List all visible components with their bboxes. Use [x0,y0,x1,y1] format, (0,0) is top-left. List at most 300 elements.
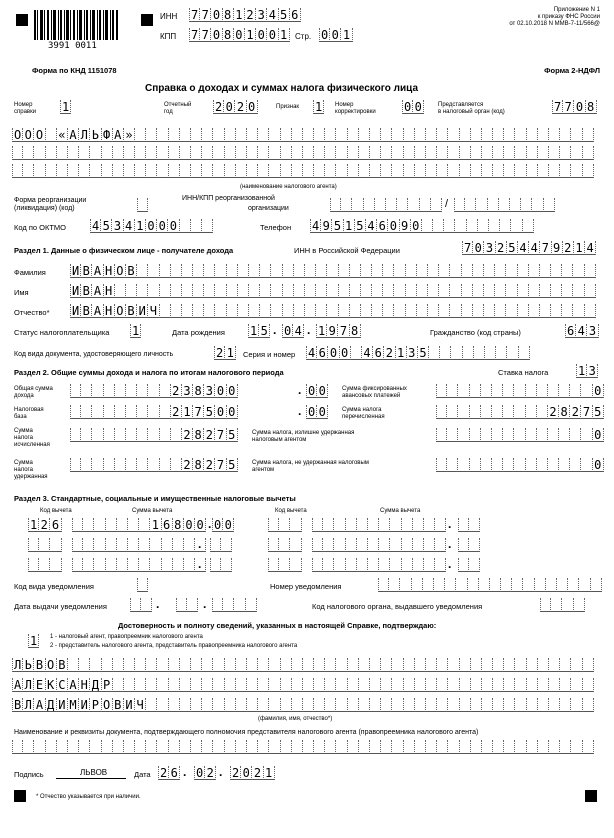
char-cell[interactable] [521,198,532,212]
birth-month-cells[interactable] [282,324,304,338]
char-cell[interactable] [470,458,481,472]
char-cell[interactable]: 5 [355,219,366,233]
char-cell[interactable]: 1 [29,518,38,532]
char-cell[interactable] [492,428,503,442]
char-cell[interactable] [495,264,506,278]
char-cell[interactable] [269,658,280,672]
char-cell[interactable]: 9 [321,219,332,233]
char-cell[interactable]: В [113,698,124,712]
char-cell[interactable] [334,558,345,572]
char-cell[interactable]: Н [79,678,90,692]
char-cell[interactable]: 3 [204,384,215,398]
char-cell[interactable] [348,164,359,178]
char-cell[interactable] [135,740,146,754]
char-cell[interactable] [126,284,137,298]
char-cell[interactable]: 4 [362,346,373,360]
char-cell[interactable] [406,284,417,298]
char-cell[interactable] [469,558,480,572]
char-cell[interactable]: 8 [193,384,204,398]
char-cell[interactable] [493,698,504,712]
char-cell[interactable] [258,146,269,160]
char-cell[interactable] [450,284,461,298]
char-cell[interactable]: 7 [338,324,349,338]
char-cell[interactable] [106,518,117,532]
char-cell[interactable]: 3 [112,219,123,233]
char-cell[interactable]: Д [90,678,101,692]
char-cell[interactable]: 1 [225,346,236,360]
base-int-cells[interactable] [70,405,238,419]
char-cell[interactable]: 6 [50,518,61,532]
char-cell[interactable]: 2 [384,346,395,360]
char-cell[interactable] [359,658,370,672]
char-cell[interactable]: 0 [195,518,206,532]
char-cell[interactable] [90,658,101,672]
char-cell[interactable] [535,578,546,592]
char-cell[interactable] [469,538,480,552]
char-cell[interactable] [504,678,515,692]
char-cell[interactable] [448,164,459,178]
char-cell[interactable] [314,658,325,672]
char-cell[interactable] [191,658,202,672]
char-cell[interactable] [495,284,506,298]
name-cells[interactable] [70,284,596,298]
char-cell[interactable] [160,405,171,419]
char-cell[interactable] [370,128,381,142]
char-cell[interactable] [451,346,462,360]
char-cell[interactable]: 8 [223,28,234,42]
char-cell[interactable]: 1 [249,324,258,338]
char-cell[interactable] [549,740,560,754]
char-cell[interactable] [426,146,437,160]
char-cell[interactable] [139,538,150,552]
char-cell[interactable] [210,538,221,552]
char-cell[interactable] [180,698,191,712]
char-cell[interactable] [50,558,61,572]
char-cell[interactable] [202,698,213,712]
char-cell[interactable] [102,658,113,672]
char-cell[interactable] [514,384,525,398]
char-cell[interactable] [581,428,592,442]
char-cell[interactable] [515,740,526,754]
char-cell[interactable]: 7 [563,100,574,114]
char-cell[interactable] [538,146,549,160]
char-cell[interactable] [336,128,347,142]
year-cells[interactable] [213,100,258,114]
char-cell[interactable]: 0 [388,219,399,233]
deduction-sum-int-cells-1[interactable] [72,518,206,532]
char-cell[interactable] [141,598,152,612]
char-cell[interactable] [571,128,582,142]
char-cell[interactable] [348,128,359,142]
char-cell[interactable] [148,264,159,278]
transferred-cells[interactable] [436,405,604,419]
char-cell[interactable] [504,146,515,160]
char-cell[interactable] [68,658,79,672]
char-cell[interactable]: Д [46,698,57,712]
char-cell[interactable]: 8 [173,518,184,532]
char-cell[interactable]: 8 [350,324,361,338]
char-cell[interactable] [169,164,180,178]
char-cell[interactable] [213,740,224,754]
char-cell[interactable] [381,658,392,672]
char-cell[interactable] [370,698,381,712]
char-cell[interactable] [171,264,182,278]
char-cell[interactable] [334,518,345,532]
char-cell[interactable]: И [124,698,135,712]
char-cell[interactable] [514,458,525,472]
char-cell[interactable] [247,678,258,692]
char-cell[interactable] [511,219,522,233]
char-cell[interactable] [305,304,316,318]
char-cell[interactable] [570,458,581,472]
base-frac-cells[interactable] [306,405,328,419]
char-cell[interactable]: 1 [234,8,245,22]
char-cell[interactable] [327,264,338,278]
char-cell[interactable] [316,284,327,298]
char-cell[interactable] [202,740,213,754]
char-cell[interactable] [258,740,269,754]
char-cell[interactable] [72,558,83,572]
char-cell[interactable] [503,405,514,419]
char-cell[interactable]: 0 [413,100,424,114]
fixed-adv-cells[interactable] [436,384,604,398]
char-cell[interactable] [106,538,117,552]
char-cell[interactable]: 0 [234,28,245,42]
char-cell[interactable] [325,658,336,672]
char-cell[interactable] [562,304,573,318]
char-cell[interactable] [394,264,405,278]
char-cell[interactable]: 0 [211,28,222,42]
char-cell[interactable] [160,428,171,442]
char-cell[interactable]: 2 [235,100,246,114]
sign-day-cells[interactable] [158,766,180,780]
calc-cells[interactable] [70,428,238,442]
char-cell[interactable] [424,558,435,572]
char-cell[interactable] [57,146,68,160]
char-cell[interactable] [420,198,431,212]
char-cell[interactable] [339,264,350,278]
char-cell[interactable] [488,198,499,212]
char-cell[interactable] [90,740,101,754]
char-cell[interactable] [559,384,570,398]
char-cell[interactable] [227,304,238,318]
char-cell[interactable] [392,698,403,712]
char-cell[interactable] [389,578,400,592]
char-cell[interactable] [236,164,247,178]
char-cell[interactable] [583,164,594,178]
char-cell[interactable] [350,284,361,298]
char-cell[interactable]: 5 [227,428,238,442]
char-cell[interactable] [39,558,50,572]
char-cell[interactable] [223,598,234,612]
char-cell[interactable] [351,346,362,360]
char-cell[interactable] [415,698,426,712]
char-cell[interactable]: Л [79,128,90,142]
char-cell[interactable] [462,264,473,278]
char-cell[interactable] [191,219,202,233]
char-cell[interactable] [562,284,573,298]
char-cell[interactable]: В [81,284,92,298]
char-cell[interactable] [148,458,159,472]
char-cell[interactable] [514,428,525,442]
char-cell[interactable] [482,698,493,712]
char-cell[interactable] [518,304,529,318]
char-cell[interactable] [126,405,137,419]
deduction-sum-int-cells-2[interactable] [72,538,206,552]
char-cell[interactable] [72,538,83,552]
deduction-sum-frac-cells-2[interactable] [210,538,232,552]
char-cell[interactable] [104,405,115,419]
char-cell[interactable] [413,538,424,552]
char-cell[interactable] [314,678,325,692]
char-cell[interactable] [336,146,347,160]
char-cell[interactable] [130,598,141,612]
char-cell[interactable] [325,678,336,692]
char-cell[interactable] [404,678,415,692]
char-cell[interactable] [249,284,260,298]
char-cell[interactable] [492,458,503,472]
char-cell[interactable] [281,164,292,178]
char-cell[interactable] [191,698,202,712]
char-cell[interactable] [455,219,466,233]
char-cell[interactable] [115,458,126,472]
char-cell[interactable]: 5 [259,324,270,338]
char-cell[interactable] [204,284,215,298]
ref-number-cells[interactable] [60,100,71,114]
char-cell[interactable] [392,658,403,672]
char-cell[interactable] [314,740,325,754]
char-cell[interactable] [448,698,459,712]
char-cell[interactable] [551,304,562,318]
char-cell[interactable] [359,740,370,754]
char-cell[interactable] [115,428,126,442]
char-cell[interactable] [290,538,301,552]
char-cell[interactable] [146,698,157,712]
char-cell[interactable] [437,128,448,142]
char-cell[interactable] [81,428,92,442]
char-cell[interactable] [383,264,394,278]
char-cell[interactable] [34,740,45,754]
char-cell[interactable]: 1 [61,100,70,114]
deduction-code-cells-5[interactable] [268,538,302,552]
char-cell[interactable]: 0 [267,28,278,42]
char-cell[interactable] [504,128,515,142]
char-cell[interactable] [504,698,515,712]
char-cell[interactable] [281,678,292,692]
char-cell[interactable] [171,304,182,318]
char-cell[interactable] [137,428,148,442]
char-cell[interactable] [370,678,381,692]
deduction-sum-int-cells-6[interactable] [312,558,446,572]
char-cell[interactable] [316,304,327,318]
char-cell[interactable] [538,740,549,754]
char-cell[interactable] [518,264,529,278]
char-cell[interactable] [583,740,594,754]
char-cell[interactable]: 2 [215,346,224,360]
char-cell[interactable] [104,458,115,472]
char-cell[interactable]: 0 [411,219,422,233]
char-cell[interactable]: Л [23,678,34,692]
char-cell[interactable]: О [115,264,126,278]
char-cell[interactable] [470,384,481,398]
char-cell[interactable]: О [13,128,22,142]
char-cell[interactable] [426,698,437,712]
char-cell[interactable]: 1 [317,324,326,338]
char-cell[interactable] [346,558,357,572]
char-cell[interactable] [527,164,538,178]
char-cell[interactable]: И [71,304,80,318]
char-cell[interactable] [406,264,417,278]
char-cell[interactable] [139,518,150,532]
char-cell[interactable] [325,164,336,178]
char-cell[interactable]: А [68,678,79,692]
char-cell[interactable]: 6 [566,324,575,338]
char-cell[interactable] [191,164,202,178]
char-cell[interactable] [169,658,180,672]
char-cell[interactable] [392,678,403,692]
doc-series-cells[interactable] [306,346,530,360]
char-cell[interactable] [390,518,401,532]
char-cell[interactable]: 7 [553,100,562,114]
char-cell[interactable] [225,164,236,178]
char-cell[interactable] [184,538,195,552]
char-cell[interactable] [585,264,596,278]
char-cell[interactable] [148,405,159,419]
char-cell[interactable] [180,658,191,672]
char-cell[interactable]: 8 [559,405,570,419]
char-cell[interactable] [456,578,467,592]
char-cell[interactable] [526,428,537,442]
char-cell[interactable] [148,384,159,398]
char-cell[interactable] [303,678,314,692]
char-cell[interactable]: 0 [317,384,328,398]
char-cell[interactable] [429,346,440,360]
char-cell[interactable] [473,304,484,318]
char-cell[interactable] [46,128,57,142]
char-cell[interactable] [104,428,115,442]
char-cell[interactable] [423,578,434,592]
char-cell[interactable] [549,658,560,672]
char-cell[interactable] [435,558,446,572]
char-cell[interactable] [113,658,124,672]
char-cell[interactable] [46,740,57,754]
char-cell[interactable] [370,164,381,178]
char-cell[interactable] [447,428,458,442]
char-cell[interactable]: 4 [529,241,540,255]
char-cell[interactable] [458,558,469,572]
char-cell[interactable] [437,678,448,692]
char-cell[interactable] [23,146,34,160]
surname-cells[interactable] [70,264,596,278]
char-cell[interactable] [379,538,390,552]
char-cell[interactable] [404,164,415,178]
char-cell[interactable] [72,518,83,532]
char-cell[interactable]: 6 [169,766,180,780]
char-cell[interactable]: « [57,128,68,142]
char-cell[interactable] [417,304,428,318]
char-cell[interactable] [361,304,372,318]
char-cell[interactable] [583,146,594,160]
char-cell[interactable] [482,678,493,692]
char-cell[interactable] [434,578,445,592]
char-cell[interactable] [314,164,325,178]
char-cell[interactable] [473,264,484,278]
char-cell[interactable] [325,698,336,712]
char-cell[interactable] [258,164,269,178]
char-cell[interactable] [506,304,517,318]
char-cell[interactable] [182,264,193,278]
char-cell[interactable] [325,146,336,160]
char-cell[interactable] [571,740,582,754]
char-cell[interactable] [392,740,403,754]
tax-org-cells[interactable] [552,100,597,114]
char-cell[interactable]: 0 [403,100,412,114]
char-cell[interactable]: В [126,264,137,278]
char-cell[interactable] [94,538,105,552]
char-cell[interactable] [180,164,191,178]
char-cell[interactable] [448,146,459,160]
char-cell[interactable] [227,284,238,298]
char-cell[interactable] [523,219,534,233]
char-cell[interactable]: В [81,264,92,278]
char-cell[interactable] [471,146,482,160]
char-cell[interactable]: 3 [587,324,598,338]
deduction-sum-int-cells-5[interactable] [312,538,446,552]
char-cell[interactable] [268,518,279,532]
char-cell[interactable] [173,558,184,572]
char-cell[interactable] [336,678,347,692]
char-cell[interactable] [527,146,538,160]
char-cell[interactable] [352,198,363,212]
char-cell[interactable] [523,578,534,592]
char-cell[interactable] [537,384,548,398]
char-cell[interactable] [292,164,303,178]
char-cell[interactable] [436,428,447,442]
char-cell[interactable] [450,264,461,278]
notice-year-cells[interactable] [212,598,257,612]
char-cell[interactable] [137,578,148,592]
char-cell[interactable] [327,304,338,318]
char-cell[interactable] [436,405,447,419]
char-cell[interactable]: 4 [267,8,278,22]
char-cell[interactable] [386,198,397,212]
char-cell[interactable] [348,740,359,754]
char-cell[interactable] [68,740,79,754]
char-cell[interactable] [305,264,316,278]
char-cell[interactable]: 1 [344,219,355,233]
char-cell[interactable] [482,164,493,178]
char-cell[interactable] [583,698,594,712]
char-cell[interactable]: И [71,264,80,278]
char-cell[interactable] [236,658,247,672]
char-cell[interactable] [381,146,392,160]
char-cell[interactable] [202,146,213,160]
char-cell[interactable] [117,518,128,532]
char-cell[interactable] [124,146,135,160]
char-cell[interactable] [247,164,258,178]
page-number-cells[interactable] [319,28,353,42]
char-cell[interactable] [591,578,602,592]
char-cell[interactable] [413,558,424,572]
char-cell[interactable]: Р [90,698,101,712]
agent-name-cells-2[interactable] [12,146,594,160]
char-cell[interactable] [146,740,157,754]
char-cell[interactable] [180,678,191,692]
char-cell[interactable] [202,678,213,692]
char-cell[interactable] [246,598,257,612]
char-cell[interactable] [417,264,428,278]
char-cell[interactable] [160,264,171,278]
